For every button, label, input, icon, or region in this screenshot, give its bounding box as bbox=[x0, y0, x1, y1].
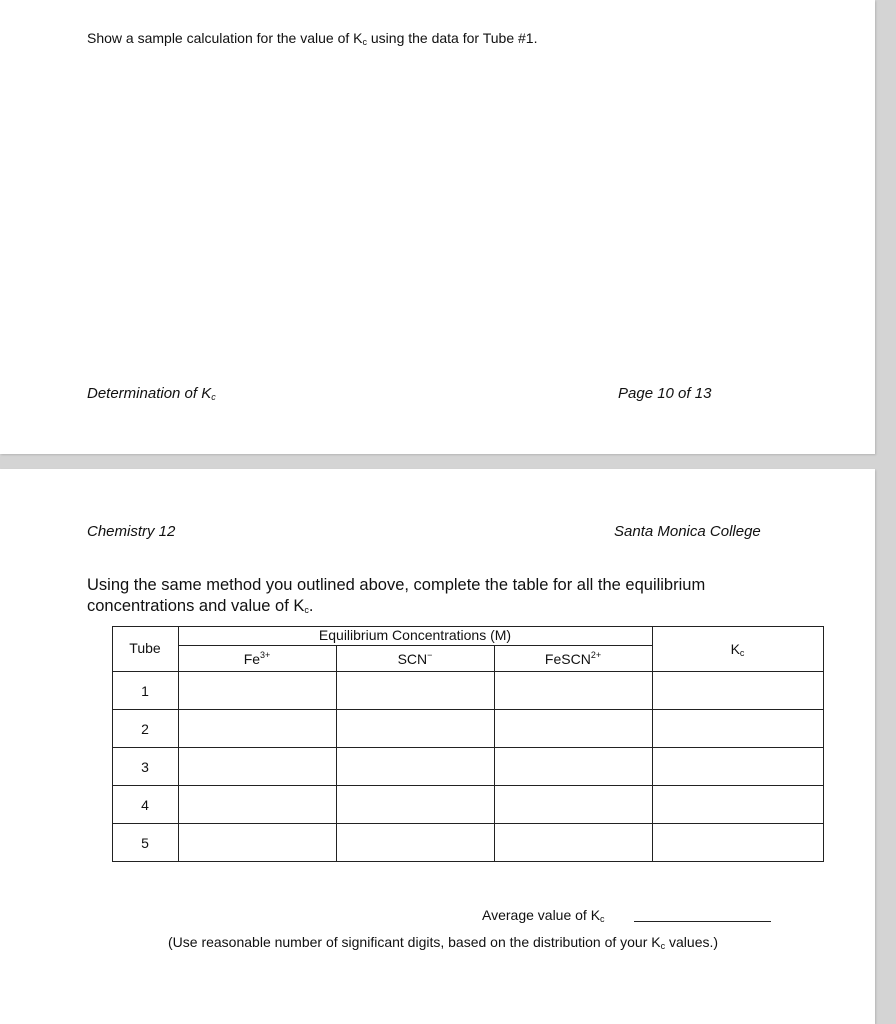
fescn-charge: 2+ bbox=[590, 650, 602, 660]
fe-label: Fe bbox=[243, 651, 261, 667]
footer-left-subscript: c bbox=[211, 392, 216, 402]
column-header-tube: Tube bbox=[129, 640, 161, 656]
instruction-line-1: Using the same method you outlined above, complete the table for all the equilibrium bbox=[87, 576, 706, 594]
document-page-10 bbox=[0, 0, 875, 454]
footer-left-text: Determination of K bbox=[87, 385, 212, 402]
table-group-underline bbox=[178, 645, 653, 646]
average-subscript: c bbox=[600, 914, 605, 924]
table-row-line-2 bbox=[112, 747, 824, 748]
page-number: Page 10 of 13 bbox=[618, 385, 712, 402]
table-border-bottom bbox=[112, 861, 824, 862]
table-row-line-4 bbox=[112, 823, 824, 824]
fescn-label: FeSCN bbox=[544, 651, 591, 667]
column-header-kc bbox=[652, 641, 823, 658]
table-border-right bbox=[823, 626, 824, 862]
tube-row-label-4: 4 bbox=[141, 797, 149, 813]
table-vline-tube bbox=[178, 626, 179, 862]
header-left: Chemistry 12 bbox=[87, 523, 176, 540]
instruction-subscript: c bbox=[304, 605, 309, 615]
note-suffix: values.) bbox=[665, 934, 719, 950]
kc-label: K bbox=[730, 641, 740, 657]
instruction-text: concentrations and value of K bbox=[87, 597, 305, 615]
footer-left bbox=[87, 385, 216, 402]
average-kc-label bbox=[482, 907, 605, 924]
prompt-text-suffix: using the data for Tube #1. bbox=[367, 30, 538, 46]
table-border-left bbox=[112, 626, 113, 862]
table-row-line-3 bbox=[112, 785, 824, 786]
prompt-subscript: c bbox=[362, 37, 367, 47]
instruction-period: . bbox=[308, 597, 314, 615]
tube-row-label-5: 5 bbox=[141, 835, 149, 851]
table-vline-fescn bbox=[652, 626, 653, 862]
table-header-bottom bbox=[112, 671, 824, 672]
tube-row-label-1: 1 bbox=[141, 683, 149, 699]
column-header-fe bbox=[210, 650, 304, 667]
scn-label: SCN bbox=[397, 651, 428, 667]
table-vline-fe bbox=[336, 645, 337, 862]
prompt-text: Show a sample calculation for the value of K bbox=[87, 30, 363, 46]
significant-digits-note bbox=[168, 934, 718, 951]
kc-subscript: c bbox=[739, 648, 745, 658]
header-right: Santa Monica College bbox=[614, 523, 761, 540]
table-row-line-1 bbox=[112, 709, 824, 710]
average-text: Average value of K bbox=[482, 907, 601, 923]
column-group-header: Equilibrium Concentrations (M) bbox=[318, 627, 512, 643]
tube-row-label-2: 2 bbox=[141, 721, 149, 737]
document-page-11 bbox=[0, 469, 875, 1024]
column-header-fescn bbox=[494, 650, 652, 667]
table-vline-scn bbox=[494, 645, 495, 862]
note-subscript: c bbox=[660, 941, 666, 951]
fe-charge: 3+ bbox=[260, 650, 271, 660]
sample-calculation-prompt bbox=[87, 30, 537, 47]
note-text: (Use reasonable number of significant digits, based on the distribution of your K bbox=[168, 934, 661, 950]
column-header-scn bbox=[336, 650, 494, 667]
tube-row-label-3: 3 bbox=[141, 759, 149, 775]
scn-charge: − bbox=[427, 650, 433, 660]
average-kc-blank[interactable] bbox=[634, 921, 771, 922]
